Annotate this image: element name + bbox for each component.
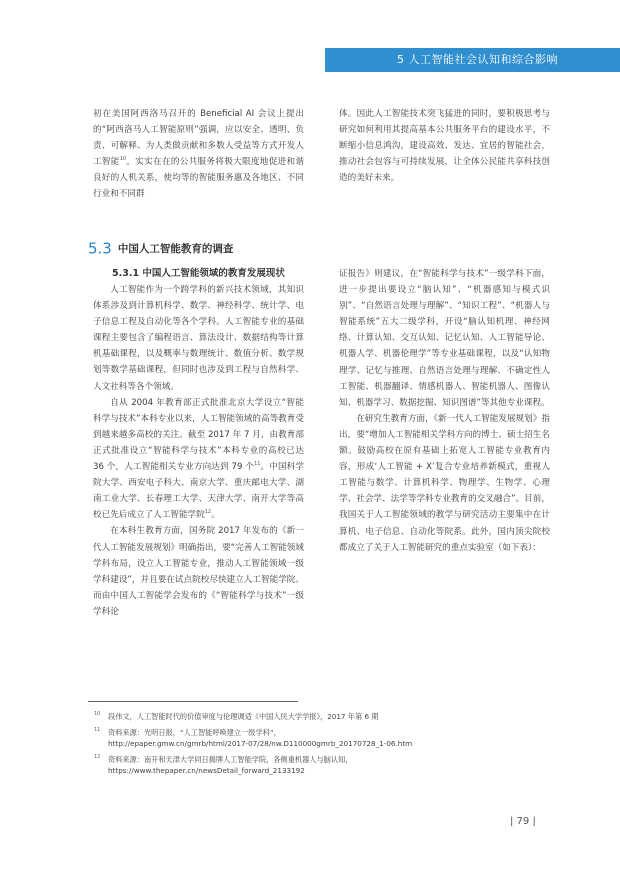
paragraph: 证报告》则建议，在“智能科学与技术”一级学科下面，进一步提出要设立“脑认知”、“机器感知与模式识别”、“自然语言处理与理解”、“知识工程”、“机器人与智能系统”五大二级学科，开设“脑认知机理、神经网络、计算认知、交互认知、记忆认知、人工智能导论、机器人学、机器伦理学”等专业基础课程，以及“认知物理学、记忆与推理、自然语言处理与理解、不确定性人工智能、机器翻译、情感机器人、智能机器人、图像认知、机器学习、数据挖掘、知识图谱”等其他专业课程。: [339, 269, 550, 408]
right-column: [339, 266, 550, 556]
section-number: 5.3: [88, 239, 112, 258]
paragraph: 在本科生教育方面，国务院 2017 年发布的《新一代人工智能发展规划》明确指出，要“完善人工智能领域学科布局，设立人工智能专业，推动人工智能领域一级学科建设”，并且要在试点院校尽快建立人工智能学院。而由中国人工智能学会发布的《“智能科学与技术”一级学科论: [93, 526, 304, 617]
footnote: [94, 711, 544, 722]
chapter-title: 5 人工智能社会认知和综合影响: [397, 53, 558, 66]
left-column: [93, 266, 304, 620]
footnote-link[interactable]: https://www.thepaper.cn/newsDetail_forward_2133192: [108, 766, 305, 775]
footnote-link[interactable]: http://epaper.gmw.cn/gmrb/html/2017-07/28/nw.D110000gmrb_20170728_1-06.htm: [108, 739, 413, 748]
subsection-title: 5.3.1 中国人工智能领域的教育发展现状: [112, 268, 285, 279]
section-title: 中国人工智能教育的调查: [117, 243, 234, 255]
footnote-ref[interactable]: 11: [254, 461, 261, 468]
footnote-text: 资料来源：光明日报，“人工智能呼唤建立一级学科”，: [108, 728, 281, 737]
footnote-divider: [88, 701, 298, 702]
footnote-mark: 12: [94, 754, 101, 760]
footnote-mark: 10: [94, 711, 101, 717]
footnote-ref[interactable]: 10: [119, 156, 127, 163]
footnote-text: 段伟文，人工智能时代的价值审度与伦理调适《中国人民大学学报》，2017 年第 6 期: [108, 712, 379, 721]
footnotes: [94, 711, 544, 781]
footnote: [94, 754, 544, 776]
top-left-column: [93, 106, 304, 203]
paragraph: 自从 2004 年教育部正式批准北京大学设立“智能科学与技术”本科专业以来，人工智能领域的高等教育受到越来越多高校的关注。截至 2017 年 7 月，由教育部正式批准设立“智能科学与技术”本科专业的高校已达 36 个，人工智能相关专业方向达到 79 个$^{11}$。中国科学院大学、西安电子科大、南京大学、重庆邮电大学、湖南工业大学、长春理工大学、天津大学、南开大学等高校已先后成立了人工智能学院$^{12}$。: [93, 397, 304, 521]
paragraph: 初在美国阿西洛马召开的 Beneficial AI 会议上提出的“阿西洛马人工智能原则”强调，应以安全、透明、负责、可解释、为人类做贡献和多数人受益等方式开发人工智能$^{10}$。实实在在的公共服务将极大限度地促进和谐良好的人机关系，使均等的智能服务惠及各地区、不同行业和不同群: [93, 109, 304, 200]
section-heading: [88, 238, 233, 260]
footnote-text: 资料来源：南开和天津大学同日揭牌人工智能学院，各侧重机器人与脑认知，: [108, 755, 353, 764]
paragraph: 在研究生教育方面，《新一代人工智能发展规划》指出，要“增加人工智能相关学科方向的博士、硕士招生名额。鼓励高校在原有基础上拓宽人工智能专业教育内容，形成‘人工智能 + X’复合专业培养新模式，重视人工智能与数学、计算机科学、物理学、生物学、心理学、社会学、法学等学科专业教育的交叉融合”。目前，我国关于人工智能领域的教学与研究活动主要集中在计算机、电子信息、自动化等院系。此外，国内顶尖院校都成立了关于人工智能研究的重点实验室（如下表）：: [339, 413, 550, 553]
paragraph: 体。因此人工智能技术突飞猛进的同时，要积极思考与研究如何利用其提高基本公共服务平台的建设水平，不断缩小信息鸿沟，建设高效、发达、宜居的智能社会，推动社会包容与可持续发展，让全体公民能共享科技创造的美好未来。: [339, 109, 550, 184]
footnote: [94, 727, 544, 749]
chapter-header: [325, 48, 620, 72]
paragraph: 人工智能作为一个跨学科的新兴技术领域，其知识体系涉及到计算机科学、数学、神经科学、统计学、电子信息工程及自动化等各个学科。人工智能专业的基础课程主要包含了编程语言、算法设计、数据结构等计算机基础课程，以及概率与数理统计、数值分析、数学规划等数学基础课程，但同时也涉及到工程与自然科学、人文社科等各个领域。: [93, 285, 304, 392]
footnote-mark: 11: [94, 727, 101, 733]
footnote-ref[interactable]: 12: [204, 509, 212, 516]
top-right-column: [339, 106, 550, 186]
page-number: | 79 |: [510, 816, 536, 827]
